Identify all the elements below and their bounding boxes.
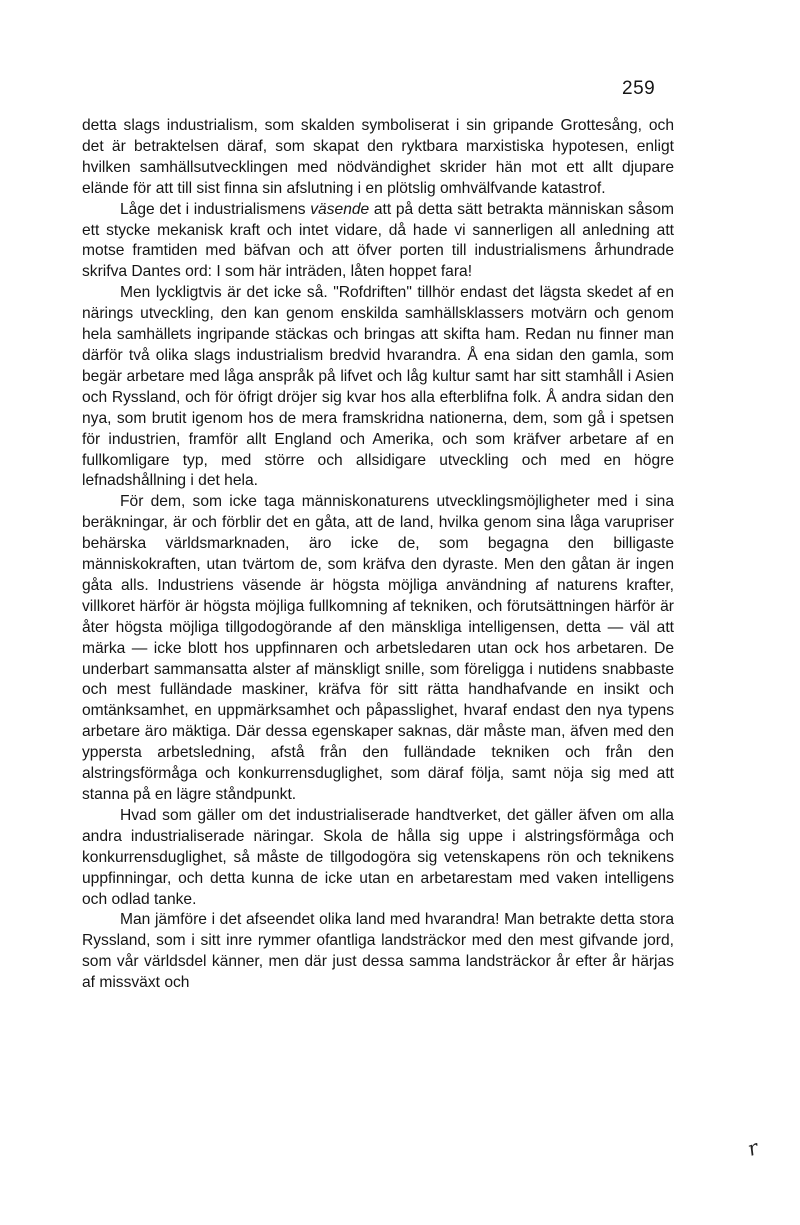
paragraph-5: Hvad som gäller om det industrialiserade handtverket, det gäller äfven om alla andra industrialiserade näringar. Skola de hålla sig uppe i alstringsförmåga och konkurrensduglighet, så måste de tillgodogöra sig vetenskapens rön och teknikens uppfinningar, och detta kunna de icke utan en arbetarestam med vaken intelligens och odlad tanke.	[82, 806, 674, 908]
paragraph-3: Men lyckligtvis är det icke så. "Rofdriften" tillhör endast det lägsta skedet af en närings utveckling, den kan genom enskilda samhällsklassers motvärn och genom hela samhällets ingripande stäckas och bringas att skifta ham. Redan nu finner man därför två olika slags industrialism bredvid hvarandra. Å ena sidan den gamla, som begär arbetare med låga anspråk på lifvet och låg kultur samt har sitt stamhåll i Asien och Ryssland, och för öfrigt dröjer sig kvar hos alla efterblifna folk. Å andra sidan den nya, som brutit igenom hos de mera framskridna nationerna, dem, som gå i spetsen för industrien, framför allt England och Amerika, och som kräfver arbetare af en fullkomligare typ, med större och allsidigare utveckling och med en högre lefnadshållning i det hela.	[82, 284, 674, 490]
emphasized-word: väsende	[310, 200, 370, 218]
page-body	[82, 116, 674, 994]
page-number: 259	[622, 78, 656, 99]
paragraph-2-text-start: Låge det i industrialismens	[120, 200, 311, 218]
paragraph-2-text-end: att på detta sätt betrakta människan såsom ett stycke mekanisk kraft och intet vidare, då hade vi sannerligen all anledning att motse framtiden med bäfvan och att öfver porten till industrialismens århundrade skrifva Dantes ord: I som här inträden, låten hoppet fara!	[82, 200, 674, 281]
margin-mark: r	[744, 1135, 762, 1161]
paragraph-4: För dem, som icke taga människonaturens utvecklingsmöjligheter med i sina beräkningar, är och förblir det en gåta, att de land, hvilka genom sina låga varupriser behärska världsmarknaden, äro icke de, som begagna den billigaste människokraften, utan tvärtom de, som kräfva den dyraste. Men den gåtan är ingen gåta alls. Industriens väsende är högsta möjliga användning af naturens krafter, villkoret härför är högsta möjliga fullkomning af tekniken, och förutsättningen härför är åter högsta möjliga tillgodogörande af den mänskliga intelligensen, detta — väl att märka — icke blott hos uppfinnaren och arbetsledaren utan ock hos arbetaren. De underbart sammansatta alster af mänskligt snille, som föreligga i nutidens snabbaste och mest fulländade maskiner, kräfva för sitt rätta handhafvande en insikt och omtänksamhet, en uppmärksamhet och påpasslighet, hvaraf endast den nya typens arbetare äro mäktiga. Där dessa egenskaper saknas, där måste man, äfven med den yppersta arbetsledning, afstå från den fulländade tekniken och från den alstringsförmåga och konkurrensduglighet, som däraf följa, samt nöja sig med att stanna på en lägre ståndpunkt.	[82, 493, 674, 803]
paragraph-2	[82, 200, 674, 284]
paragraph-6: Man jämföre i det afseendet olika land med hvarandra! Man betrakte detta stora Ryssland, som i sitt inre rymmer ofantliga landsträckor med den mest gifvande jord, som vår världsdel känner, men där just dessa samma landsträckor år efter år härjas af missväxt och	[82, 911, 674, 992]
paragraph-1: detta slags industrialism, som skalden symboliserat i sin gripande Grottesång, och det är betraktelsen däraf, som skapat den ryktbara marxistiska hypotesen, enligt hvilken samhällsutvecklingen med nödvändighet skrider hän mot ett allt djupare elände för att till sist finna sin afslutning i en plötslig omhvälfvande katastrof.	[82, 117, 674, 197]
